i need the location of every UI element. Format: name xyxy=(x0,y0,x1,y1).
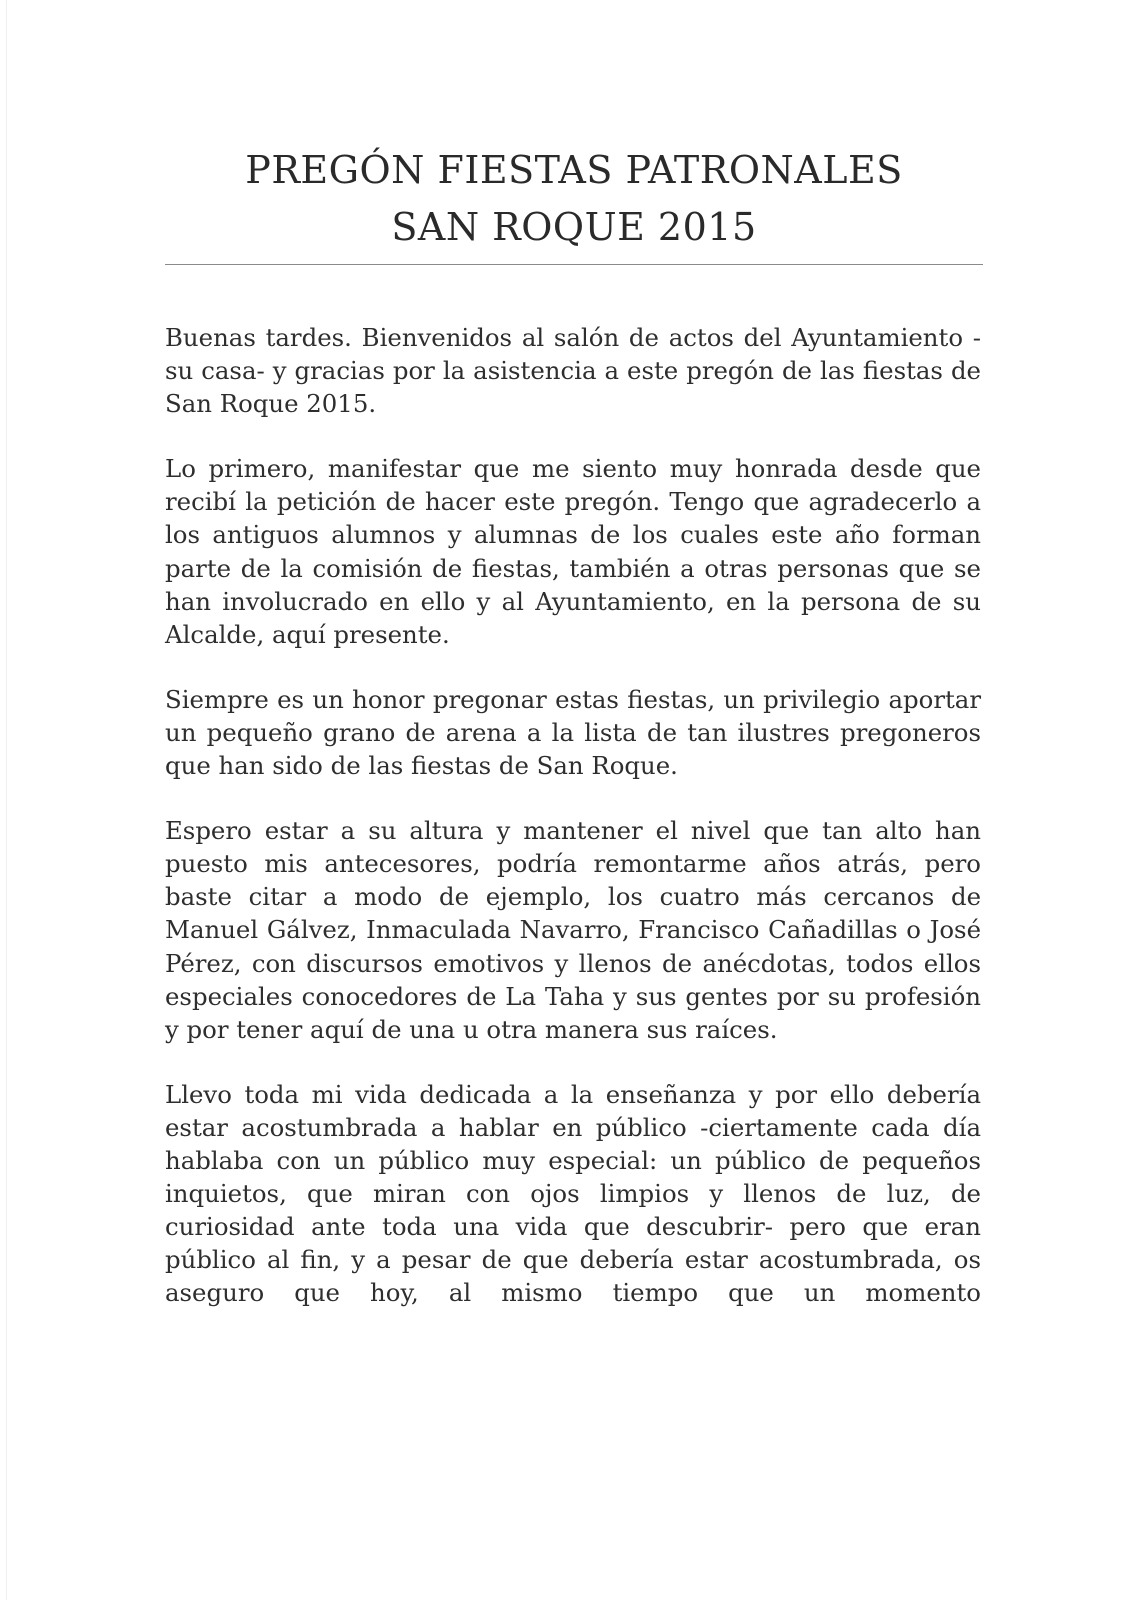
title-line-2: SAN ROQUE 2015 xyxy=(391,205,757,249)
title-line-1: PREGÓN FIESTAS PATRONALES xyxy=(245,148,903,192)
document-title xyxy=(165,142,983,256)
paragraph-greeting: Buenas tardes. Bienvenidos al salón de actos del Ayuntamiento -su casa- y gracias por la asistencia a este pregón de las fiestas de San Roque 2015. xyxy=(165,323,981,419)
document-body xyxy=(165,321,981,1309)
scan-edge-line xyxy=(6,0,7,1600)
paragraph-teaching: Llevo toda mi vida dedicada a la enseñanza y por ello debería estar acostumbrada a hablar en público -ciertamente cada día hablaba con un público muy especial: un público de pequeños inquietos, que miran con ojos limpios y llenos de luz, de curiosidad ante toda una vida que descubrir- pero que eran público al fin, y a pesar de que debería estar acostumbrada, os aseguro que hoy, al mismo tiempo que un momento xyxy=(165,1079,981,1308)
title-underline xyxy=(165,264,983,265)
paragraph-honor: Siempre es un honor pregonar estas fiestas, un privilegio aportar un pequeño grano de arena a la lista de tan ilustres pregoneros que han sido de las fiestas de San Roque. xyxy=(165,684,981,781)
paragraph-predecessors: Espero estar a su altura y mantener el nivel que tan alto han puesto mis antecesores, podría remontarme años atrás, pero baste citar a modo de ejemplo, los cuatro más cercanos de Manuel Gálvez, Inmaculada Navarro, Francisco Cañadillas o José Pérez, con discursos emotivos y llenos de anécdotas, todos ellos especiales conocedores de La Taha y sus gentes por su profesión y por tener aquí de una u otra manera sus raíces. xyxy=(165,816,981,1044)
paragraph-thanks: Lo primero, manifestar que me siento muy honrada desde que recibí la petición de hacer este pregón. Tengo que agradecerlo a los antiguos alumnos y alumnas de los cuales este año forman parte de la comisión de fiestas, también a otras personas que se han involucrado en ello y al Ayuntamiento, en la persona de su Alcalde, aquí presente. xyxy=(165,454,981,649)
